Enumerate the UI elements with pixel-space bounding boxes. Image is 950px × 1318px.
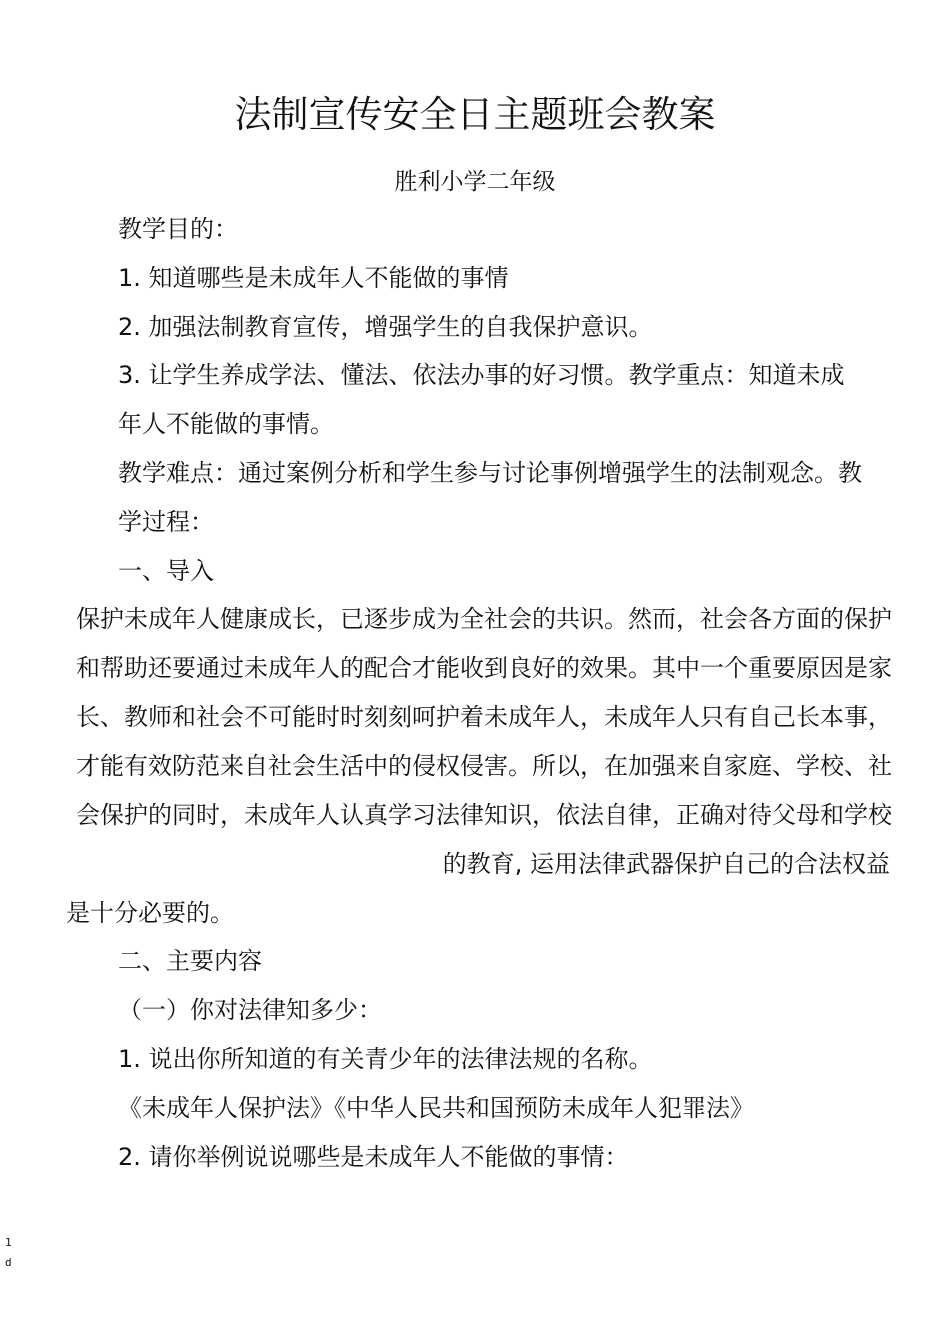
objective-1: 1. 知道哪些是未成年人不能做的事情 (118, 264, 509, 292)
objective-3-line-1: 3. 让学生养成学法、懂法、依法办事的好习惯。教学重点：知道未成 (118, 361, 845, 389)
subsection-1-heading: （一）你对法律知多少： (118, 996, 382, 1024)
question-2: 2. 请你举例说说哪些是未成年人不能做的事情： (118, 1143, 629, 1171)
difficulty-line-2: 学过程： (118, 508, 214, 536)
difficulty-line-1: 教学难点：通过案例分析和学生参与讨论事例增强学生的法制观念。教 (118, 459, 862, 487)
intro-line-4: 才能有效防范来自社会生活中的侵权侵害。所以，在加强来自家庭、学校、社 (76, 752, 892, 780)
document-title: 法制宣传安全日主题班会教案 (234, 93, 716, 136)
section-2-heading: 二、主要内容 (118, 947, 262, 975)
intro-line-5: 会保护的同时，未成年人认真学习法律知识，依法自律，正确对待父母和学校 (76, 801, 892, 829)
corner-mark-2: d (5, 1256, 12, 1269)
document-subtitle: 胜利小学二年级 (394, 169, 556, 195)
section-1-heading: 一、导入 (118, 557, 214, 585)
answer-1: 《未成年人保护法》《中华人民共和国预防未成年人犯罪法》 (118, 1094, 754, 1122)
objectives-heading: 教学目的： (118, 215, 238, 243)
question-1: 1. 说出你所知道的有关青少年的法律法规的名称。 (118, 1045, 653, 1073)
corner-mark-1: 1 (5, 1236, 12, 1249)
intro-line-1: 保护未成年人健康成长，已逐步成为全社会的共识。然而，社会各方面的保护 (76, 605, 892, 633)
intro-line-6: 的教育, 运用法律武器保护自己的合法权益 (442, 850, 890, 878)
objective-3-line-2: 年人不能做的事情。 (118, 410, 334, 438)
objective-2: 2. 加强法制教育宣传，增强学生的自我保护意识。 (118, 313, 653, 341)
intro-line-3: 长、教师和社会不可能时时刻刻呵护着未成年人，未成年人只有自己长本事， (76, 703, 892, 731)
intro-line-2: 和帮助还要通过未成年人的配合才能收到良好的效果。其中一个重要原因是家 (76, 654, 892, 682)
intro-line-7: 是十分必要的。 (66, 899, 234, 927)
